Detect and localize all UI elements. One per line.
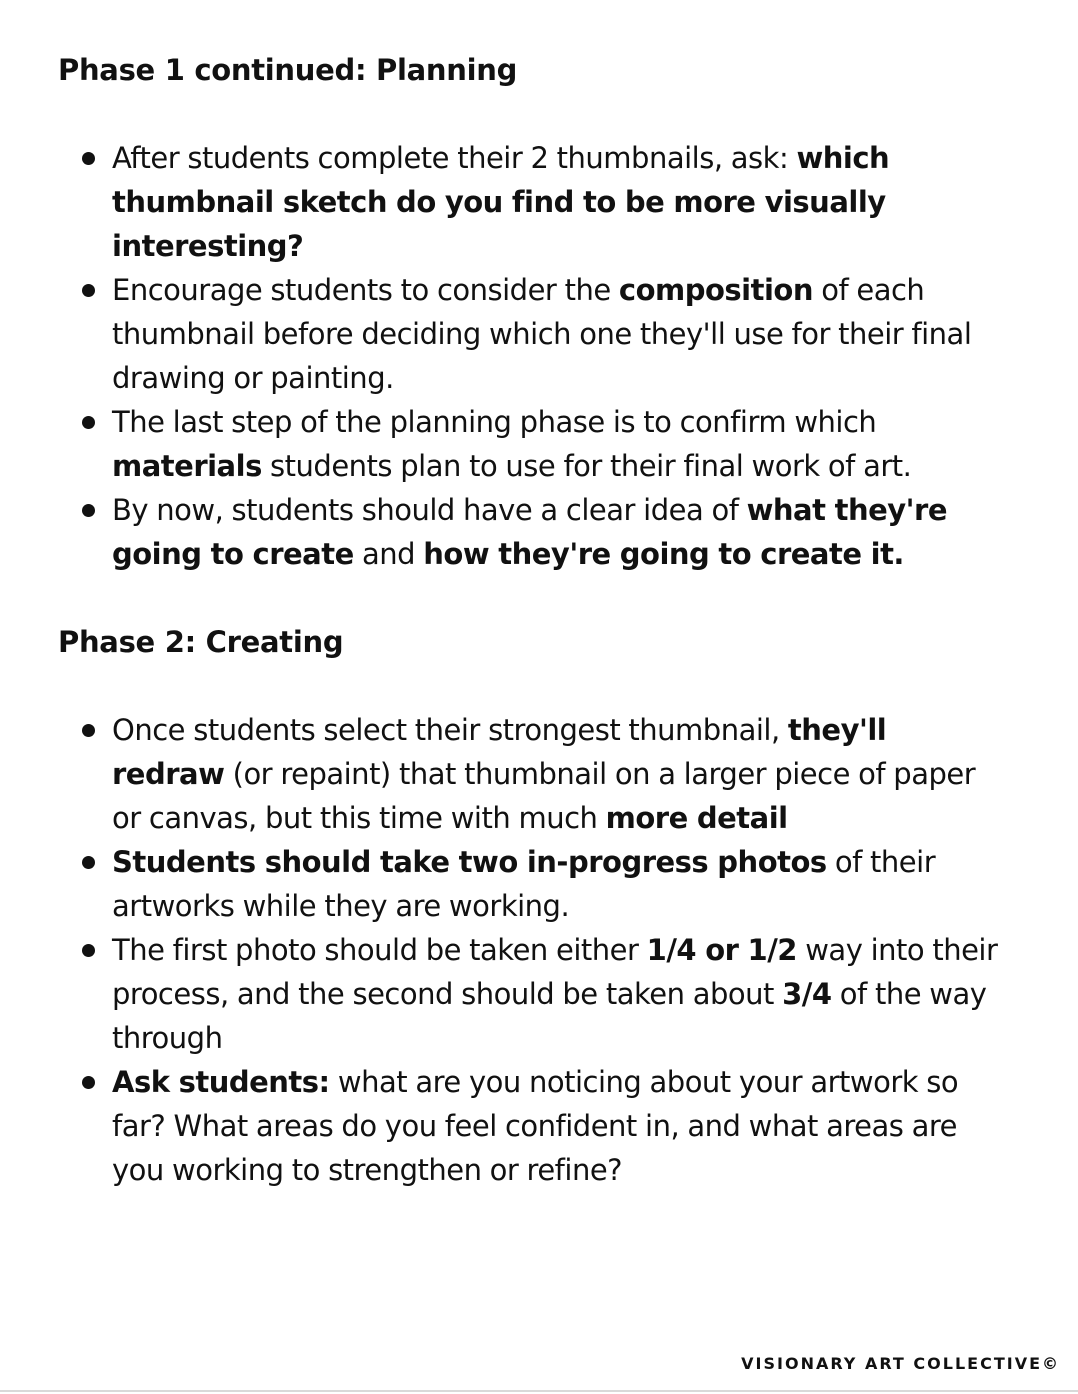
list-item (0, 268, 1000, 400)
list-item (0, 400, 1000, 488)
bullet-text: The first photo should be taken either 1/4 or 1/2 way into their process, and the second should be taken about 3/4 of the way through (112, 933, 998, 1055)
bullet-icon (82, 856, 95, 869)
bullet-icon (82, 944, 95, 957)
phase2-bullet-list (0, 708, 1000, 1192)
bullet-icon (82, 152, 95, 165)
bullet-text: The last step of the planning phase is to confirm which materials students plan to use for their final work of art. (112, 405, 912, 483)
list-item (0, 136, 1000, 268)
footer-brand: VISIONARY ART COLLECTIVE© (741, 1354, 1060, 1373)
bullet-text: Once students select their strongest thumbnail, they'll redraw (or repaint) that thumbnail on a larger piece of paper or canvas, but this time with much more detail (112, 713, 976, 835)
phase1-heading: Phase 1 continued: Planning (58, 53, 518, 87)
bullet-text: After students complete their 2 thumbnails, ask: which thumbnail sketch do you find to be more visually interesting? (112, 141, 890, 263)
page-bottom-divider (0, 1390, 1078, 1392)
list-item (0, 708, 1000, 840)
bullet-icon (82, 504, 95, 517)
list-item (0, 488, 1000, 576)
phase1-bullet-list (0, 136, 1000, 576)
bullet-icon (82, 724, 95, 737)
bullet-text: Encourage students to consider the composition of each thumbnail before deciding which one they'll use for their final drawing or painting. (112, 273, 972, 395)
bullet-icon (82, 284, 95, 297)
list-item (0, 1060, 1000, 1192)
bullet-text: Students should take two in-progress photos of their artworks while they are working. (112, 845, 936, 923)
phase2-heading: Phase 2: Creating (58, 625, 344, 659)
bullet-icon (82, 1076, 95, 1089)
list-item (0, 928, 1000, 1060)
bullet-text: Ask students: what are you noticing about your artwork so far? What areas do you feel confident in, and what areas are you working to strengthen or refine? (112, 1065, 959, 1187)
list-item (0, 840, 1000, 928)
bullet-icon (82, 416, 95, 429)
bullet-text: By now, students should have a clear idea of what they're going to create and how they're going to create it. (112, 493, 948, 571)
